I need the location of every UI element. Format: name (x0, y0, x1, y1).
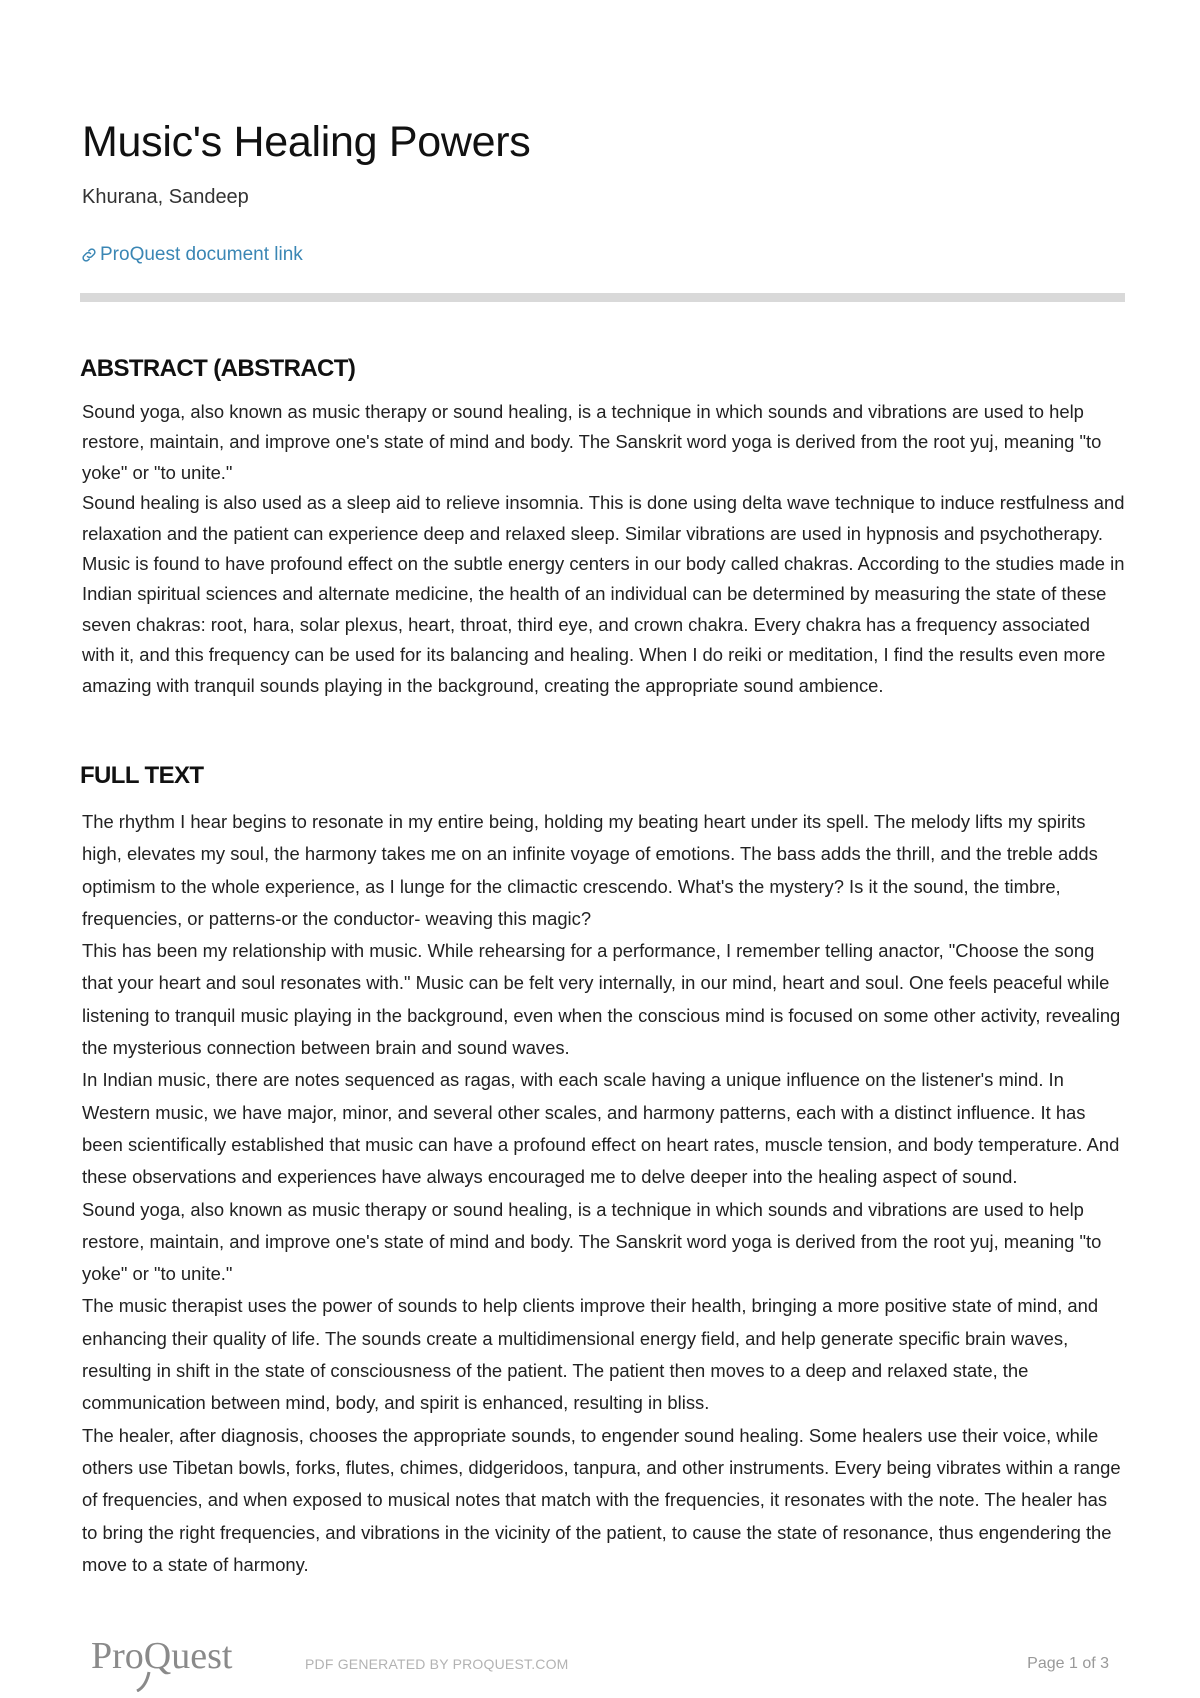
link-icon (80, 246, 98, 264)
header-divider (80, 293, 1125, 302)
full-text-body (82, 806, 1127, 1581)
document-page (80, 0, 1125, 1698)
full-text-paragraph: This has been my relationship with music. While rehearsing for a performance, I remember telling anactor, "Choose the song that your heart and soul resonates with." Music can be felt very internally, in our mind, heart and soul. One feels peaceful while listening to tranquil music playing in the background, even when the conscious mind is focused on some other activity, revealing the mysterious connection between brain and sound waves. (82, 940, 1121, 1059)
abstract-paragraph: Sound yoga, also known as music therapy or sound healing, is a technique in which sounds and vibrations are used to help restore, maintain, and improve one's state of mind and body. The Sanskrit word yoga is derived from the root yuj, meaning "to yoke" or "to unite." (82, 401, 1102, 483)
proquest-logo (87, 1628, 247, 1692)
page-footer (0, 1620, 1200, 1698)
abstract-paragraph: Sound healing is also used as a sleep aid to relieve insomnia. This is done using delta wave technique to induce restfulness and relaxation and the patient can experience deep and relaxed sleep. Similar vibrations are used in hypnosis and psychotherapy. Music is found to have profound effect on the subtle energy centers in our body called chakras. According to the studies made in Indian spiritual sciences and alternate medicine, the health of an individual can be determined by measuring the state of these seven chakras: root, hara, solar plexus, heart, throat, third eye, and crown chakra. Every chakra has a frequency associated with it, and this frequency can be used for its balancing and healing. When I do reiki or meditation, I find the results even more amazing with tranquil sounds playing in the background, creating the appropriate sound ambience. (82, 492, 1125, 696)
document-title: Music's Healing Powers (82, 118, 531, 166)
document-author: Khurana, Sandeep (82, 186, 249, 208)
full-text-paragraph: The healer, after diagnosis, chooses the appropriate sounds, to engender sound healing. Some healers use their voice, while others use Tibetan bowls, forks, flutes, chimes, didgeridoos, tanpura, and other instruments. Every being vibrates within a range of frequencies, and when exposed to musical notes that match with the frequencies, it resonates with the note. The healer has to bring the right frequencies, and vibrations in the vicinity of the patient, to cause the state of resonance, thus engendering the move to a state of harmony. (82, 1424, 1121, 1575)
document-link-label: ProQuest document link (100, 244, 303, 265)
abstract-body (82, 397, 1127, 701)
generated-by-label: PDF GENERATED BY PROQUEST.COM (305, 1656, 569, 1672)
abstract-heading: ABSTRACT (ABSTRACT) (80, 355, 356, 382)
full-text-paragraph: The music therapist uses the power of sounds to help clients improve their health, bringing a more positive state of mind, and enhancing their quality of life. The sounds create a multidimensional energy field, and help generate specific brain waves, resulting in shift in the state of consciousness of the patient. The patient then moves to a deep and relaxed state, the communication between mind, body, and spirit is enhanced, resulting in bliss. (82, 1295, 1099, 1414)
full-text-heading: FULL TEXT (80, 762, 204, 789)
proquest-document-link[interactable] (80, 244, 303, 266)
full-text-paragraph: The rhythm I hear begins to resonate in my entire being, holding my beating heart under its spell. The melody lifts my spirits high, elevates my soul, the harmony takes me on an infinite voyage of emotions. The bass adds the thrill, and the treble adds optimism to the whole experience, as I lunge for the climactic crescendo. What's the mystery? Is it the sound, the timbre, frequencies, or patterns-or the conductor- weaving this magic? (82, 811, 1098, 929)
proquest-logo-text: ProQuest (91, 1635, 233, 1677)
full-text-paragraph: Sound yoga, also known as music therapy or sound healing, is a technique in which sounds and vibrations are used to help restore, maintain, and improve one's state of mind and body. The Sanskrit word yoga is derived from the root yuj, meaning "to yoke" or "to unite." (82, 1198, 1102, 1285)
full-text-paragraph: In Indian music, there are notes sequenced as ragas, with each scale having a unique influence on the listener's mind. In Western music, we have major, minor, and several other scales, and harmony patterns, each with a distinct influence. It has been scientifically established that music can have a profound effect on heart rates, muscle tension, and body temperature. And these observations and experiences have always encouraged me to delve deeper into the healing aspect of sound. (82, 1069, 1120, 1188)
page-number: Page 1 of 3 (1027, 1655, 1109, 1672)
